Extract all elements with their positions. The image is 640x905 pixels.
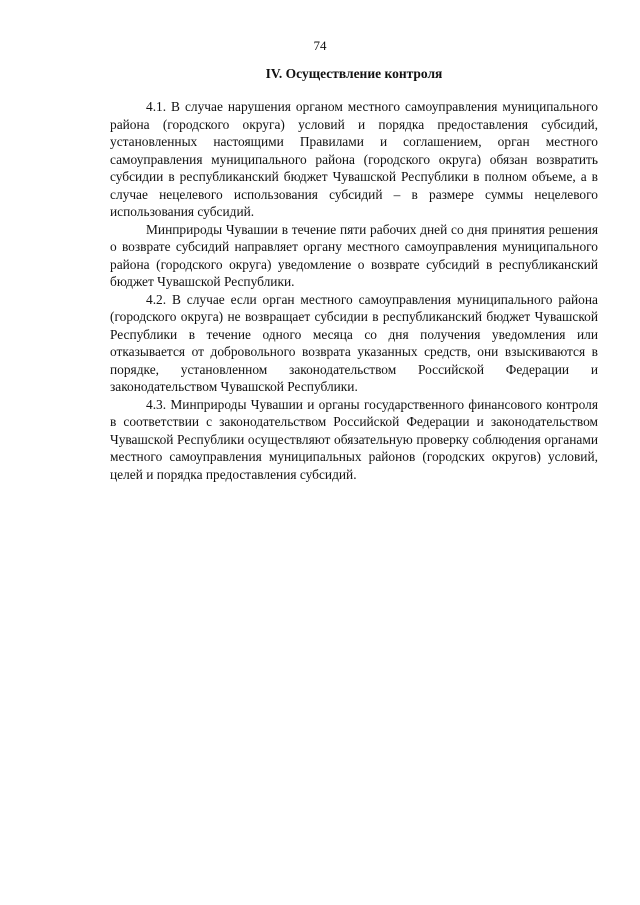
document-body (110, 98, 598, 483)
page-number: 74 (313, 38, 327, 53)
paragraph-notification: Минприроды Чувашии в течение пяти рабочих дней со дня принятия решения о возврате субсидий направляет органу местного самоуправления муниципального района (городского округа) уведомление о возврате субсидий в республиканский бюджет Чувашской Республики. (110, 221, 598, 289)
paragraph-4-3: 4.3. Минприроды Чувашии и органы государственного финансового контроля в соответствии с законодательством Российской Федерации и законодательством Чувашской Республики осуществляют обязательную проверку соблюдения органами местного самоуправления муниципальных районов (городских округов) условий, целей и порядка предоставления субсидий. (110, 396, 598, 482)
paragraph-4-2: 4.2. В случае если орган местного самоуправления муниципального района (городского округа) не возвращает субсидии в республиканский бюджет Чувашской Республики в течение одного месяца со дня получения уведомления или отказывается от добровольного возврата указанных средств, они взыскиваются в порядке, установленном законодательством Российской Федерации и законодательством Чувашской Республики. (110, 291, 598, 394)
paragraph-4-1: 4.1. В случае нарушения органом местного самоуправления муниципального района (городского округа) условий и порядка предоставления субсидий, установленных настоящими Правилами и соглашением, орган местного самоуправления муниципального района (городского округа) обязан возвратить субсидии в республиканский бюджет Чувашской Республики в полном объеме, а в случае нецелевого использования субсидий – в размере суммы нецелевого использования субсидий. (110, 99, 598, 219)
section-title: IV. Осуществление контроля (265, 66, 443, 81)
